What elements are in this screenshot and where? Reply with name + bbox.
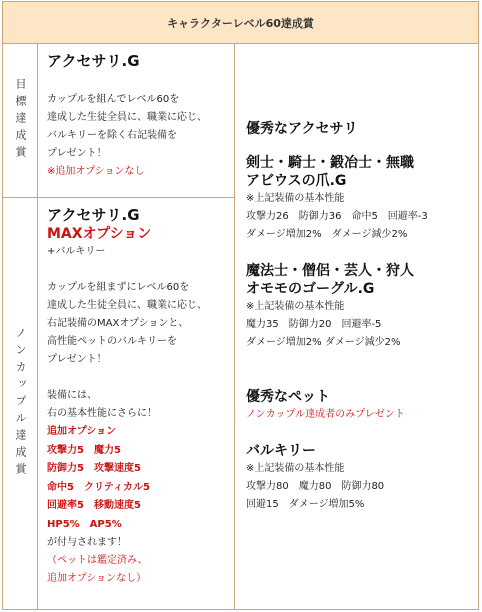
group2-classes: 魔法士・僧侶・芸人・狩人	[246, 263, 414, 279]
couple-desc-line: バルキリーを除く右記装備を	[47, 130, 177, 141]
intro-line: 装備には、	[47, 390, 97, 401]
group2-item: オモモのゴーグル.G	[246, 281, 375, 297]
closing-line: が付与されます！	[47, 537, 127, 548]
bonus-line: HP5% AP5%	[47, 518, 122, 530]
group1-classes: 剣士・騎士・鍛冶士・無職	[246, 155, 414, 171]
noncouple-desc-line: カップルを組まずにレベル60を	[47, 282, 190, 293]
bonus-line: 命中5 クリティカル5	[47, 481, 150, 493]
noncouple-desc-line: プレゼント！	[47, 354, 107, 365]
bonus-title: 追加オプション	[47, 426, 117, 437]
group2-stat-line: ダメージ増加2% ダメージ減少2%	[246, 337, 401, 348]
pet-note: ノンカップル達成者のみプレゼント	[246, 409, 405, 420]
couple-desc-line: 達成した生徒全員に、職業に応じ、	[47, 112, 207, 123]
noncouple-label: ノンカップル達成賞	[14, 327, 27, 480]
max-option-label: MAXオプション	[47, 226, 152, 242]
couple-reward-cell	[38, 44, 235, 198]
reward-table	[2, 1, 479, 610]
group1-item: アビウスの爪.G	[246, 173, 347, 189]
couple-item-name: アクセサリ.G	[47, 52, 140, 70]
label-cell-goal	[3, 44, 38, 198]
label-cell-noncouple	[3, 198, 38, 609]
pet-section-title: 優秀なペット	[246, 389, 330, 405]
footnote-line: 追加オプションなし）	[47, 573, 147, 584]
intro-line: 右の基本性能にさらに！	[47, 408, 157, 419]
noncouple-item-name: アクセサリ.G	[47, 206, 140, 224]
valkyrie-stat-line: 回避15 ダメージ増加5%	[246, 499, 365, 510]
accessory-section-title: 優秀なアクセサリ	[246, 121, 358, 137]
group2-stat-label: ※上記装備の基本性能	[246, 301, 345, 312]
table-header	[3, 2, 478, 44]
bonus-line: 攻撃力5 魔力5	[47, 444, 121, 456]
noncouple-desc-line: 達成した生徒全員に、職業に応じ、	[47, 300, 207, 311]
noncouple-desc-line: 右記装備のMAXオプションと、	[47, 318, 189, 329]
bonus-line: 回避率5 移動速度5	[47, 500, 141, 511]
valkyrie-stat-line: 攻撃力80 魔力80 防御力80	[246, 481, 385, 492]
noncouple-reward-cell	[38, 198, 235, 609]
plus-valkyrie: +バルキリー	[47, 246, 106, 257]
couple-desc-line: カップルを組んでレベル60を	[47, 94, 180, 105]
equipment-details	[235, 44, 478, 609]
group1-stat-line: 攻撃力26 防御力36 命中5 回避率-3	[246, 211, 428, 222]
valkyrie-stat-label: ※上記装備の基本性能	[246, 463, 345, 474]
header-title: キャラクターレベル60達成賞	[167, 16, 314, 30]
footnote-line: （ペットは鑑定済み、	[47, 555, 148, 566]
noncouple-desc-line: 高性能ペットのバルキリーを	[47, 336, 177, 347]
bonus-line: 防御力5 攻撃速度5	[47, 463, 141, 474]
group2-stat-line: 魔力35 防御力20 回避率-5	[246, 319, 382, 330]
group1-stat-line: ダメージ増加2% ダメージ減少2%	[246, 229, 408, 240]
couple-note: ※追加オプションなし	[47, 166, 145, 177]
couple-desc-line: プレゼント！	[47, 148, 107, 159]
group1-stat-label: ※上記装備の基本性能	[246, 193, 345, 204]
goal-label: 目標達成賞	[14, 78, 27, 163]
valkyrie-name: バルキリー	[246, 443, 316, 459]
